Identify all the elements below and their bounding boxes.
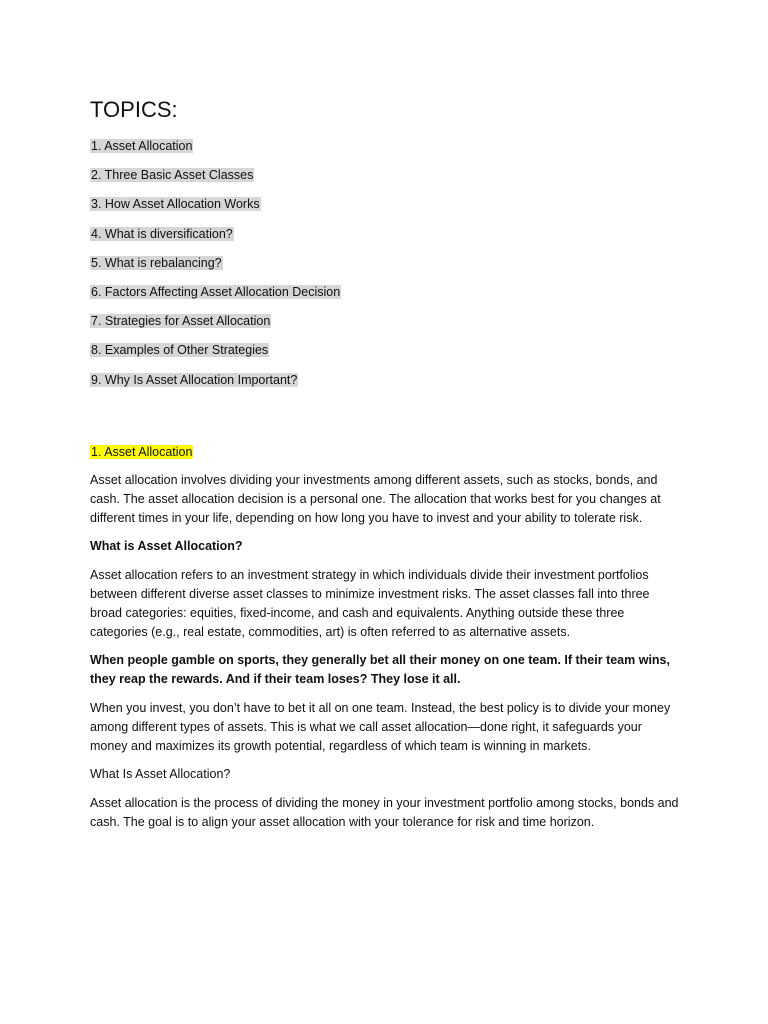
topic-label: 3. How Asset Allocation Works <box>91 197 260 212</box>
section-heading <box>90 443 680 461</box>
topic-label: 4. What is diversification? <box>91 226 233 241</box>
topic-item <box>90 137 341 166</box>
topic-label: 8. Examples of Other Strategies <box>91 343 269 358</box>
paragraph-definition: Asset allocation refers to an investment strategy in which individuals divide their investment portfolios between different diverse asset classes to minimize investment risks. The asset classes fall into three broad categories: equities, fixed-income, and cash and equivalents. Anything outside these three categories (e.g., real estate, commodities, art) is often referred to as alternative assets. <box>90 568 650 639</box>
topic-label: 9. Why Is Asset Allocation Important? <box>91 372 298 387</box>
paragraph-intro: Asset allocation involves dividing your investments among different assets, such as stocks, bonds, and cash. The asset allocation decision is a personal one. The allocation that works best for you changes at different times in your life, depending on how long you have to invest and your ability to tolerate risk. <box>90 473 661 525</box>
topics-list <box>90 137 341 400</box>
paragraph-sports-analogy: When people gamble on sports, they generally bet all their money on one team. If their team wins, they reap the rewards. And if their team loses? They lose it all. <box>90 653 670 687</box>
topic-item <box>90 254 341 283</box>
topic-label: 2. Three Basic Asset Classes <box>91 168 254 183</box>
topic-label: 7. Strategies for Asset Allocation <box>91 314 271 329</box>
section-heading-label: 1. Asset Allocation <box>91 445 193 459</box>
topic-label: 1. Asset Allocation <box>91 139 193 153</box>
topic-item <box>90 283 341 312</box>
topic-item <box>90 371 341 400</box>
subheading-what-is: What is Asset Allocation? <box>90 539 243 554</box>
topic-item <box>90 341 341 370</box>
topic-item <box>90 195 341 224</box>
section-asset-allocation <box>90 443 680 842</box>
paragraph-process: Asset allocation is the process of dividing the money in your investment portfolio among stocks, bonds and cash. The goal is to align your asset allocation with your tolerance for risk and time horizon. <box>90 796 679 829</box>
topic-item <box>90 225 341 254</box>
topic-label: 5. What is rebalancing? <box>91 255 222 270</box>
topic-label: 6. Factors Affecting Asset Allocation Decision <box>91 284 341 299</box>
document-title: TOPICS: <box>90 97 178 122</box>
paragraph-invest: When you invest, you don’t have to bet it all on one team. Instead, the best policy is to divide your money among different types of assets. This is what we call asset allocation—done right, it safeguards your money and maximizes its growth potential, regardless of which team is winning in markets. <box>90 700 671 753</box>
topic-item <box>90 312 341 341</box>
subheading-what-is-2: What Is Asset Allocation? <box>90 767 231 782</box>
topic-item <box>90 166 341 195</box>
